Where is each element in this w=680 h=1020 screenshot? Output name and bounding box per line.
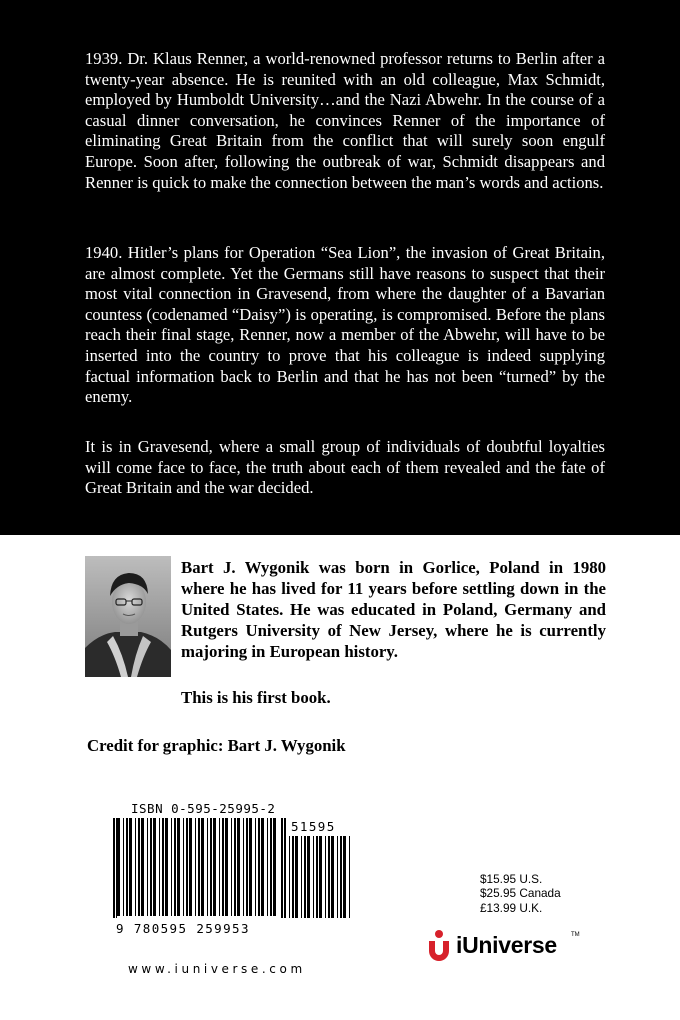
iuniverse-logo-icon xyxy=(425,929,453,963)
price-canada: $25.95 Canada xyxy=(480,886,561,901)
price-us: $15.95 U.S. xyxy=(480,872,543,886)
author-bio: Bart J. Wygonik was born in Gorlice, Poland in 1980 where he has lived for 11 years before settling down in the United States. He was educated in Poland, Germany and Rutgers University of New Jersey, where he is currently majoring in European history. xyxy=(181,558,606,661)
barcode xyxy=(113,798,363,918)
synopsis-paragraph-gravesend: It is in Gravesend, where a small group of individuals of doubtful loyalties will come face to face, the truth about each of them revealed and the fate of Great Britain and the war decided. xyxy=(85,437,605,498)
publisher-url: www.iuniverse.com xyxy=(128,962,306,976)
synopsis-paragraph-1940: 1940. Hitler’s plans for Operation “Sea Lion”, the invasion of Great Britain, are almost complete. Yet the Germans still have reasons to suspect that their most vital connection in Gravesend, from where the daughter of a Bavarian countess (codenamed “Daisy”) is operating, is compromised. Before the plans reach their final stage, Renner, now a member of the Abwehr, will have to be inserted into the country to prove that his colleague is indeed supplying factual information back to Berlin and that he has not been “turned” by the enemy. xyxy=(85,243,605,407)
publisher-name: iUniverse xyxy=(456,932,557,958)
ean-barcode-bars xyxy=(113,818,286,918)
price-uk: £13.99 U.K. xyxy=(480,900,543,915)
first-book-note: This is his first book. xyxy=(181,688,331,707)
synopsis-paragraph-1939: 1939. Dr. Klaus Renner, a world-renowned professor returns to Berlin after a twenty-year absence. He is reunited with an old colleague, Max Schmidt, employed by Humboldt University…and the Nazi Abwehr. In the course of a casual dinner conversation, he convinces Renner of the importance of eliminating Great Britain from the conflict that will surely soon engulf Europe. Soon after, following the outbreak of war, Schmidt disappears and Renner is quick to make the connection between the man’s words and actions. xyxy=(85,49,605,192)
publisher-logo xyxy=(425,929,585,963)
author-photo xyxy=(85,556,171,677)
ean-number: 9 780595 259953 xyxy=(116,921,250,936)
isbn-number: ISBN 0-595-25995-2 xyxy=(131,801,276,816)
price-addon-number: 51595 xyxy=(291,819,336,834)
addon-barcode-bars xyxy=(289,836,350,918)
graphic-credit: Credit for graphic: Bart J. Wygonik xyxy=(87,736,346,755)
price-list xyxy=(480,872,561,915)
trademark-symbol: TM xyxy=(571,932,580,938)
